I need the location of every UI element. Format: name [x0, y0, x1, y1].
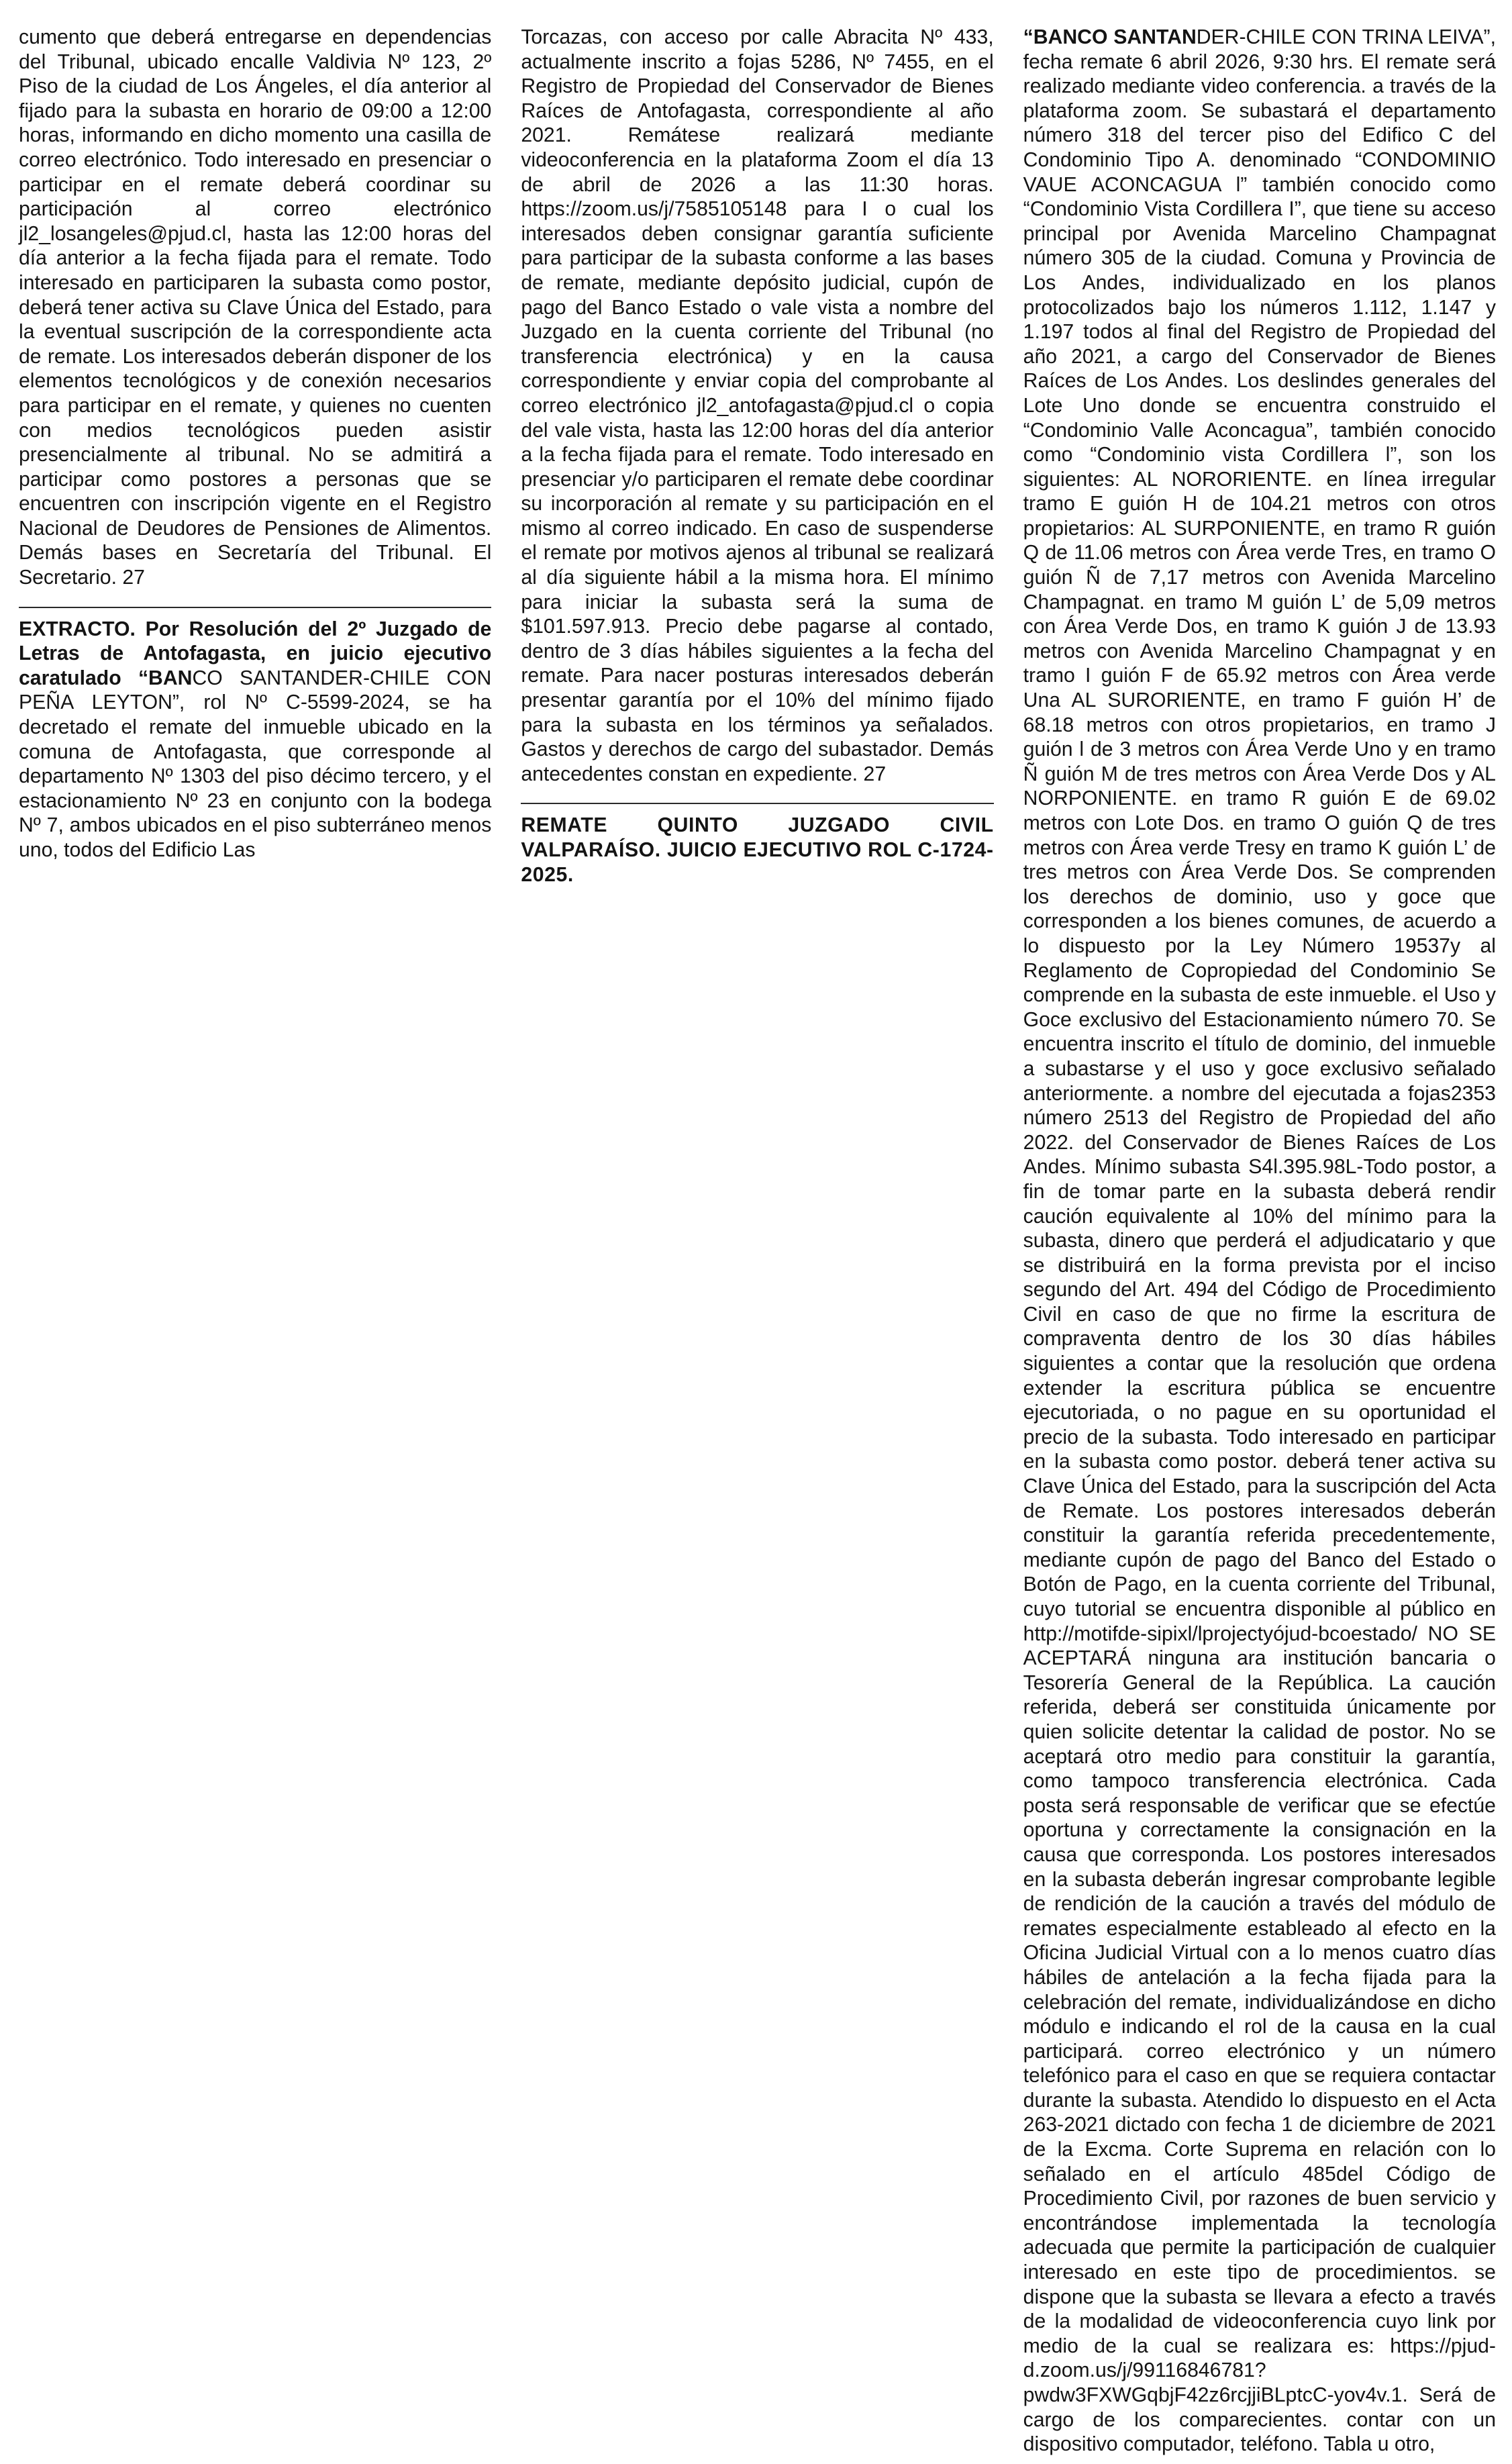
column-right	[1023, 26, 1496, 2456]
notice-body: Torcazas, con acceso por calle Abracita Nº 433, actualmente inscrito a fojas 5286, Nº 7455, en el Registro de Propiedad del Conservador de Bienes Raíces de Antofagasta, correspondiente al año 2021. Remátese realizará mediante videoconferencia en la plataforma Zoom el día 13 de abril de 2026 a las 11:30 horas. https://zoom.us/j/7585105148 para I o cual los interesados deben consignar garantía suficiente para participar de la subasta conforme a las bases de remate, mediante depósito judicial, cupón de pago del Banco Estado o vale vista a nombre del Juzgado en la cuenta corriente del Tribunal (no transferencia electrónica) y en la causa correspondiente y enviar copia del comprobante al correo electrónico jl2_antofagasta@pjud.cl o copia del vale vista, hasta las 12:00 horas del día anterior a la fecha fijada para el remate. Todo interesado en presenciar y/o participaren el remate debe coordinar su incorporación al remate y su participación en el mismo al correo indicado. En caso de suspenderse el remate por motivos ajenos al tribunal se realizará al día siguiente hábil a la misma hora. El mínimo para iniciar la subasta será la suma de $101.597.913. Precio debe pagarse al contado, dentro de 3 días hábiles siguientes a la fecha del remate. Para nacer posturas interesados deberán presentar garantía por el 10% del mínimo fijado para la subasta en los términos ya señalados. Gastos y derechos de cargo del subastador. Demás antecedentes constan en expediente. 27	[521, 26, 994, 785]
notice-heading: REMATE QUINTO JUZGADO CIVIL VALPARAÍSO. JUICIO EJECUTIVO ROL C-1724-2025.	[521, 814, 994, 886]
notice-lead: EXTRACTO. Por Resolución del 2º Juzgado de Letras de Antofagasta, en juicio ejecutivo caratulado “BAN	[19, 618, 492, 689]
notice-text	[19, 26, 491, 591]
notice-text	[521, 814, 993, 887]
notice-text	[521, 26, 993, 787]
notice-lead: “BANCO SANTAN	[1023, 26, 1197, 48]
notice-divider	[19, 607, 491, 608]
notice-body: DER-CHILE CON TRINA LEIVA”, fecha remate 6 abril 2026, 9:30 hrs. El remate será realizado mediante video conferencia. a través de la plataforma zoom. Se subastará el departamento número 318 del tercer piso del Edifico C del Condominio Tipo A. denominado “CONDOMINIO VAUE ACONCAGUA l” también conocido como “Condominio Vista Cordillera I”, que tiene su acceso principal por Avenida Marcelino Champagnat número 305 de la ciudad. Comuna y Provincia de Los Andes, individualizado en los planos protocolizados bajo los números 1.112, 1.147 y 1.197 todos al final del Registro de Propiedad del año 2021, a cargo del Conservador de Bienes Raíces de Los Andes. Los deslindes generales del Lote Uno donde se encuentra construido el “Condominio Valle Aconcagua”, también conocido como “Condominio vista Cordillera l”, son los siguientes: AL NORORIENTE. en línea irregular tramo E guión H de 104.21 metros con otros propietarios: AL SURPONIENTE, en tramo R guión Q de 11.06 metros con Área verde Tres, en tramo O guión Ñ de 7,17 metros con Avenida Marcelino Champagnat. en tramo M guión L’ de 5,09 metros con Área Verde Dos, en tramo K guión J de 13.93 metros con Avenida Marcelino Champagnat y en tramo I guión F de 65.92 metros con Área verde Una AL SURORIENTE, en tramo F guión H’ de 68.18 metros con otros propietarios, en tramo J guión l de 3 metros con Área Verde Uno y en tramo Ñ guión M de tres metros con Área Verde Dos y AL NORPONIENTE. en tramo R guión E de 69.02 metros con Lote Dos. en tramo O guión Q de tres metros con Área verde Tresy en tramo K guión L’ de tres metros con Área Verde Dos. Se comprenden los derechos de dominio, uso y goce que corresponden a los bienes comunes, de acuerdo a lo dispuesto por la Ley Número 19537y al Reglamento de Copropiedad del Condominio Se comprende en la subasta de este inmueble. el Uso y Goce exclusivo del Estacionamiento número 70. Se encuentra inscrito el título de dominio, del inmueble a subastarse y el uso y goce exclusivo señalado anteriormente. a nombre del ejecutada a fojas2353 número 2513 del Registro de Propiedad del año 2022. del Conservador de Bienes Raíces de Los Andes. Mínimo subasta S4l.395.98L-Todo postor, a fin de tomar parte en la subasta deberá rendir caución equivalente al 10% del mínimo para la subasta, dinero que perderá el adjudicatario y que se distribuirá en la forma prevista por el inciso segundo del Art. 494 del Código de Procedimiento Civil en caso de que no firme la escritura de compraventa dentro de los 30 días hábiles siguientes a contar que la resolución que ordena extender la escritura pública se encuentre ejecutoriada, o no pague en su oportunidad el precio de la subasta. Todo interesado en participar en la subasta como postor. deberá tener activa su Clave Única del Estado, para la suscripción del Acta de Remate. Los postores interesados deberán constituir la garantía referida precedentemente, mediante cupón de pago del Banco del Estado o Botón de Pago, en la cuenta corriente del Tribunal, cuyo tutorial se encuentra disponible al público en http://motifde-sipixl/lprojectyójud-bcoestado/ NO SE ACEPTARÁ ninguna ara institución bancaria o Tesorería General de la República. La caución referida, deberá ser constituida únicamente por quien solicite detentar la calidad de postor. No se aceptará otro medio para constituir la garantía, como tampoco transferencia electrónica. Cada posta será responsable de verificar que se efectúe oportuna y correctamente la consignación en la causa que corresponda. Los postores interesados en la subasta deberán ingresar comprobante legible de rendición de la caución a través del módulo de remates especialmente estableado al efecto en la Oficina Judicial Virtual con a lo menos cuatro días hábiles de antelación a la fecha fijada para la celebración del remate, individualizándose en dicho módulo e indicando el rol de la causa en la cual participará. correo electrónico y un número telefónico para el caso en que se requiera contactar durante la subasta. Atendido lo dispuesto en el Acta 263-2021 dictado con fecha 1 de diciembre de 2021 de la Excma. Corte Suprema en relación con lo señalado en el artículo 485del Código de Procedimiento Civil, por razones de buen servicio y encontrándose implementada la tecnología adecuada que permite la participación de cualquier interesado en este tipo de procedimientos. se dispone que la subasta se llevara a efecto a través de la modalidad de videoconferencia cuyo link por medio de la cual se realizara es: https://pjud-d.zoom.us/j/99116846781?pwdw3FXWGqbjF42z6rcjjiBLptcC-yov4v.1. Será de cargo de los comparecientes. contar con un dispositivo computador, teléfono. Tabla u otro,	[1023, 26, 1496, 2456]
column-middle	[521, 26, 993, 2177]
notice-valparaiso-body	[1023, 26, 1496, 2464]
notice-body: CO SANTANDER-CHILE CON PEÑA LEYTON”, rol Nº C-5599-2024, se ha decretado el remate del inmueble ubicado en la comuna de Antofagasta, que corresponde al departamento Nº 1303 del piso décimo tercero, y el estacionamiento Nº 23 en conjunto con la bodega Nº 7, ambos ubicados en el piso subterráneo menos uno, todos del Edificio Las	[19, 667, 492, 861]
notice-antofagasta-extracto	[19, 618, 491, 870]
notice-body: cumento que deberá entregarse en dependencias del Tribunal, ubicado encalle Valdivia Nº 123, 2º Piso de la ciudad de Los Ángeles, el día anterior al fijado para la subasta en horario de 09:00 a 12:00 horas, informando en dicho momento una casilla de correo electrónico. Todo interesado en presenciar o participar en el remate deberá coordinar su participación al correo electrónico jl2_losangeles@pjud.cl, hasta las 12:00 horas del día anterior a la fecha fijada para el remate. Todo interesado en participaren la subasta como postor, deberá tener activa su Clave Única del Estado, para la eventual suscripción de la correspondiente acta de remate. Los interesados deberán disponer de los elementos tecnológicos y de conexión necesarios para participar en el remate, y quienes no cuenten con medios tecnológicos pueden asistir presencialmente al tribunal. No se admitirá a participar como postores a personas que se encuentren con inscripción vigente en el Registro Nacional de Deudores de Pensiones de Alimentos. Demás bases en Secretaría del Tribunal. El Secretario. 27	[19, 26, 492, 589]
notice-los-angeles-continuation	[19, 26, 491, 597]
notice-divider	[521, 803, 993, 804]
notice-valparaiso-heading	[521, 814, 993, 894]
notice-antofagasta-continuation	[521, 26, 993, 793]
column-left	[19, 26, 491, 2177]
notice-text	[19, 618, 491, 863]
notice-text	[1023, 26, 1496, 2457]
